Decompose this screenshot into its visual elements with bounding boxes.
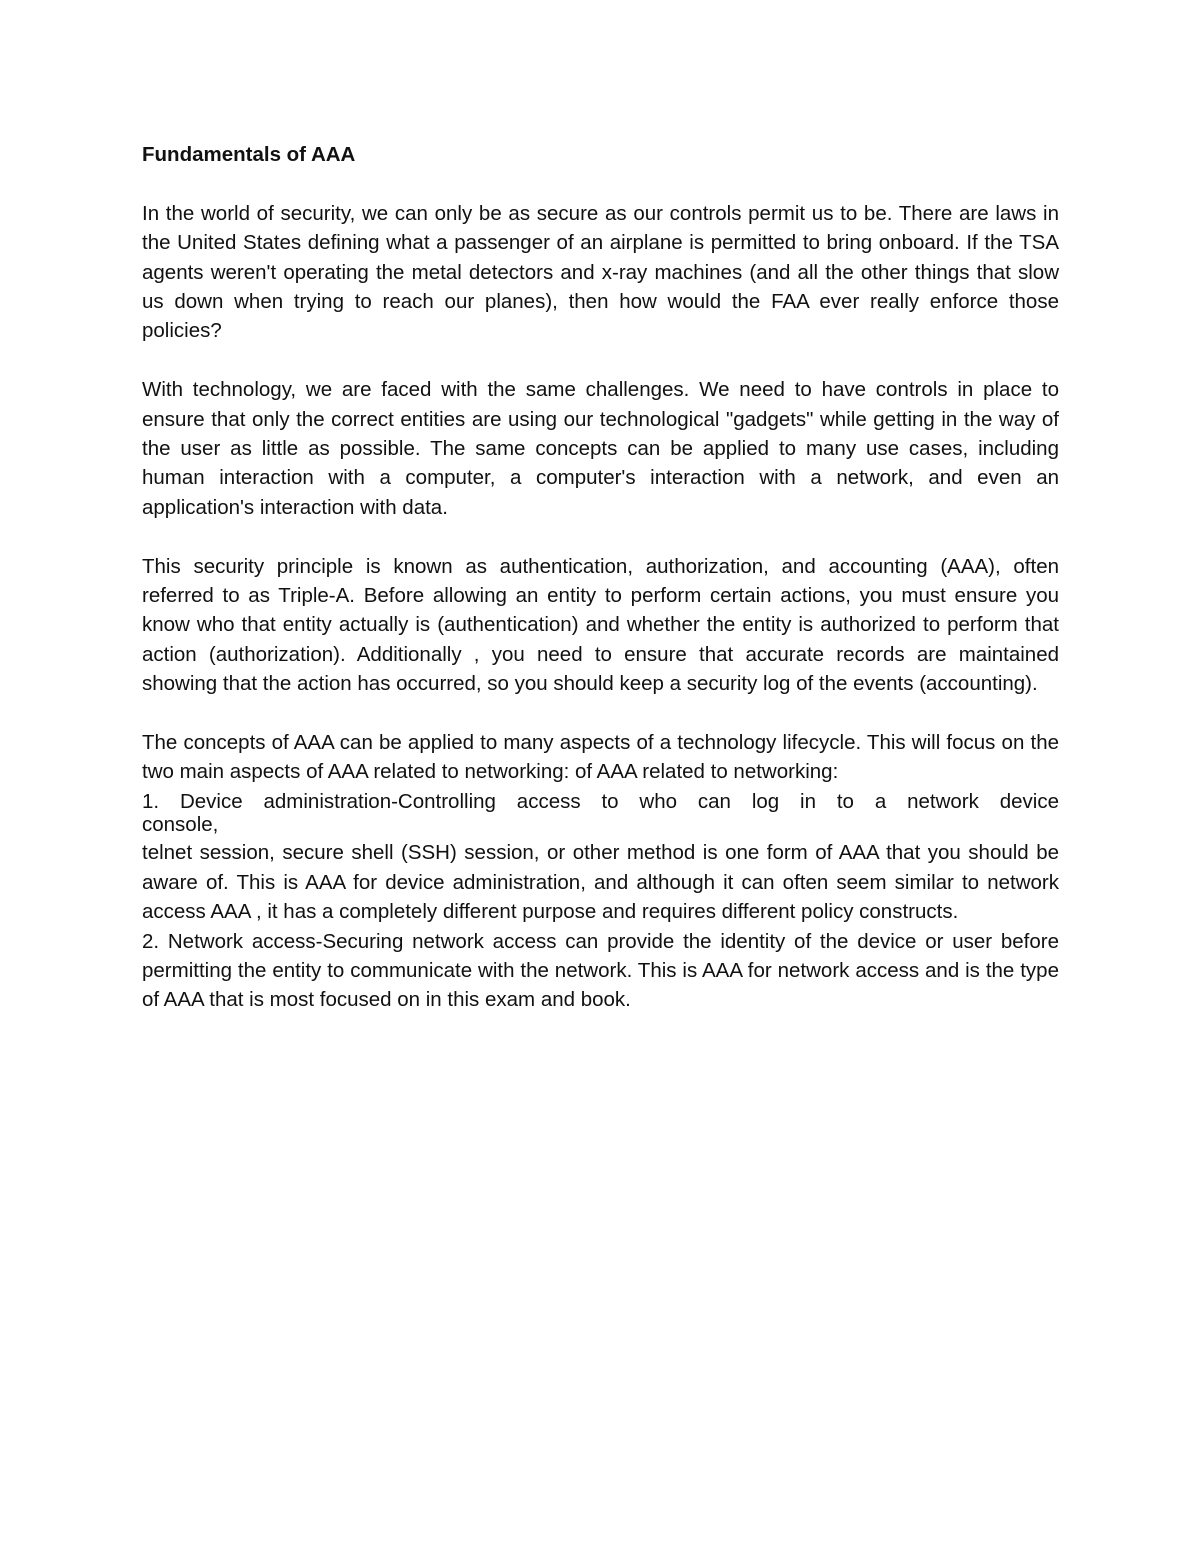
list-item-1-wrap: console, [142, 813, 219, 837]
paragraph-aaa-concepts: The concepts of AAA can be applied to many aspects of a technology lifecycle. This will focus on the two main aspects of AAA related to networking: of AAA related to networking: [142, 731, 1059, 784]
paragraph-intro: In the world of security, we can only be as secure as our controls permit us to be. There are laws in the United States defining what a passenger of an airplane is permitted to bring onboard. If the TSA agents weren't operating the metal detectors and x-ray machines (and all the other things that slow us down when trying to reach our planes), then how would the FAA ever really enforce those policies? [142, 201, 1059, 343]
document-title: Fundamentals of AAA [142, 143, 356, 166]
paragraph-aaa-principle: This security principle is known as authentication, authorization, and accounting (AAA), often referred to as Triple-A. Before allowing an entity to perform certain actions, you must ensure you know who that entity actually is (authentication) and whether the entity is authorized to perform that action (authorization). Additionally , you need to ensure that accurate records are maintained showing that the action has occurred, so you should keep a security log of the events (accounting). [142, 554, 1059, 696]
list-item-2-text: 2. Network access-Securing network access can provide the identity of the device or user before permitting the entity to communicate with the network. This is AAA for network access and is the type of AAA that is most focused on in this exam and book. [142, 929, 1059, 1012]
list-item-device-administration [142, 787, 1059, 927]
paragraph-technology: With technology, we are faced with the same challenges. We need to have controls in place to ensure that only the correct entities are using our technological "gadgets" while getting in the way of the user as little as possible. The same concepts can be applied to many use cases, including human interaction with a computer, a computer's interaction with a network, and even an application's interaction with data. [142, 378, 1059, 519]
list-item-1-body: telnet session, secure shell (SSH) session, or other method is one form of AAA that you should be aware of. This is AAA for device administration, and although it can often seem similar to network access AAA , it has a completely different purpose and requires different policy constructs. [142, 841, 1059, 924]
list-item-1-heading: 1. Device administration-Controlling access to who can log in to a network device [142, 789, 1059, 813]
document-body [142, 140, 1059, 1015]
list-item-network-access [142, 927, 1059, 1015]
